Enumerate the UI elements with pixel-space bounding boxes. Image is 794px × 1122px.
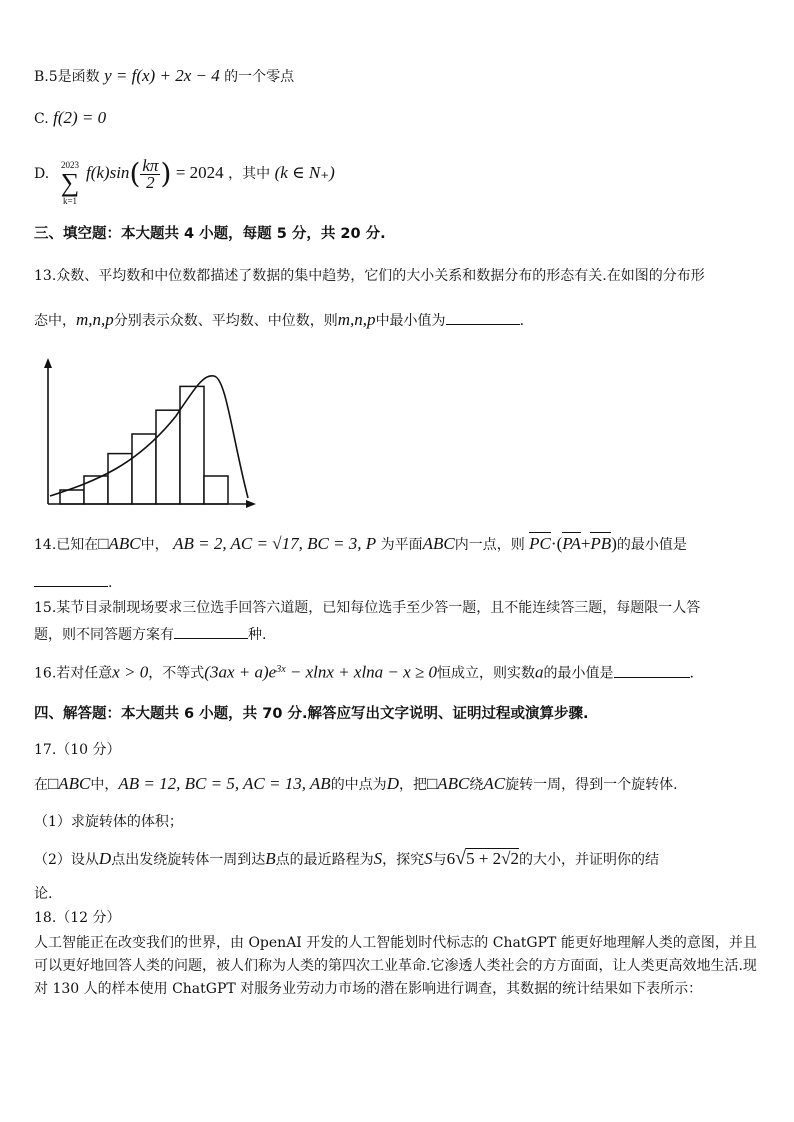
option-b: B.5是函数 y = f(x) + 2x − 4 的一个零点 xyxy=(34,66,295,85)
histogram-bar xyxy=(84,476,108,504)
option-d-label: D. xyxy=(34,166,50,182)
question-17-part-2-end: 论. xyxy=(34,886,53,902)
question-18-header: 18.（12 分） xyxy=(34,910,121,926)
vector-pb: PB xyxy=(590,534,612,553)
section-heading-solutions: 四、解答题：本大题共 6 小题，共 70 分.解答应写出文字说明、证明过程或演算步骤. xyxy=(34,706,589,722)
question-18-body: 人工智能正在改变我们的世界，由 OpenAI 开发的人工智能划时代标志的 ChatGPT 能更好地理解人类的意图，并且可以更好地回答人类的问题，被人们称为人类的第四次工业革命.它渗透人类社会的方方面面，让人类更高效地生活.现对 130 人的样本使用 ChatGPT 对服务业劳动力市场的潜在影响进行调查，其数据的统计结果如下表所示： xyxy=(34,935,757,997)
question-17-part-1: （1）求旋转体的体积； xyxy=(34,814,183,830)
option-b-formula: y = f(x) + 2x − 4 xyxy=(104,66,220,85)
option-c-formula: f(2) = 0 xyxy=(53,108,107,127)
distribution-histogram xyxy=(36,356,262,516)
question-17-stem: 在□ABC中，AB = 12, BC = 5, AC = 13, AB的中点为D，把□ABC绕AC旋转一周，得到一个旋转体. xyxy=(34,774,678,793)
question-15-line-1: 15.某节目录制现场要求三位选手回答六道题，已知每位选手至少答一题，且不能连续答三题，每题限一人答 xyxy=(34,600,701,616)
answer-blank[interactable] xyxy=(174,624,248,639)
histogram-bar xyxy=(156,410,180,504)
x-axis-arrow xyxy=(246,500,256,508)
question-14-line-1: 14.已知在□ABC中， AB = 2, AC = √17, BC = 3, P 为平面ABC内一点，则 PC·(PA+PB)的最小值是 xyxy=(34,534,687,553)
section-heading-fill-in: 三、填空题：本大题共 4 小题，每题 5 分，共 20 分. xyxy=(34,226,386,242)
y-axis-arrow xyxy=(44,358,52,368)
fraction: $\frac{k\pi}{2}$ xyxy=(142,155,159,192)
question-13-line-1: 13.众数、平均数和中位数都描述了数据的集中趋势，它们的大小关系和数据分布的形态有关.在如图的分布形 xyxy=(34,268,705,284)
answer-blank[interactable] xyxy=(34,572,108,587)
option-d-formula: f(k)sin( $\frac{k\pi}{2}$ ) = 2024 ，其中 (k ∈ N₊) xyxy=(86,155,335,192)
question-13-line-2: 态中，m,n,p分别表示众数、平均数、中位数，则m,n,p中最小值为 . xyxy=(34,310,525,329)
question-17-header: 17.（10 分） xyxy=(34,742,121,758)
answer-blank[interactable] xyxy=(614,663,690,678)
answer-blank[interactable] xyxy=(446,310,520,325)
question-14-line-2: . xyxy=(34,572,112,593)
question-17-part-2: （2）设从D点出发绕旋转体一周到达B点的最近路程为S，探究S与6√5 + 2√2的大小，并证明你的结 xyxy=(34,847,660,869)
histogram-bar xyxy=(132,434,156,504)
vector-pc: PC xyxy=(529,534,551,553)
radicand: 5 + 2√2 xyxy=(466,849,520,868)
vector-pa: PA xyxy=(562,534,581,553)
histogram-bar xyxy=(204,476,228,504)
option-c: C. f(2) = 0 xyxy=(34,108,107,127)
summation-symbol: 2023 ∑ k=1 xyxy=(60,160,80,206)
question-16: 16.若对任意x > 0，不等式$(3ax + a)e^{3x} - xlnx + xlna - x \ge 0$恒成立，则实数a的最小值是 . xyxy=(34,662,694,682)
question-15-line-2: 题，则不同答题方案有 种. xyxy=(34,624,266,645)
